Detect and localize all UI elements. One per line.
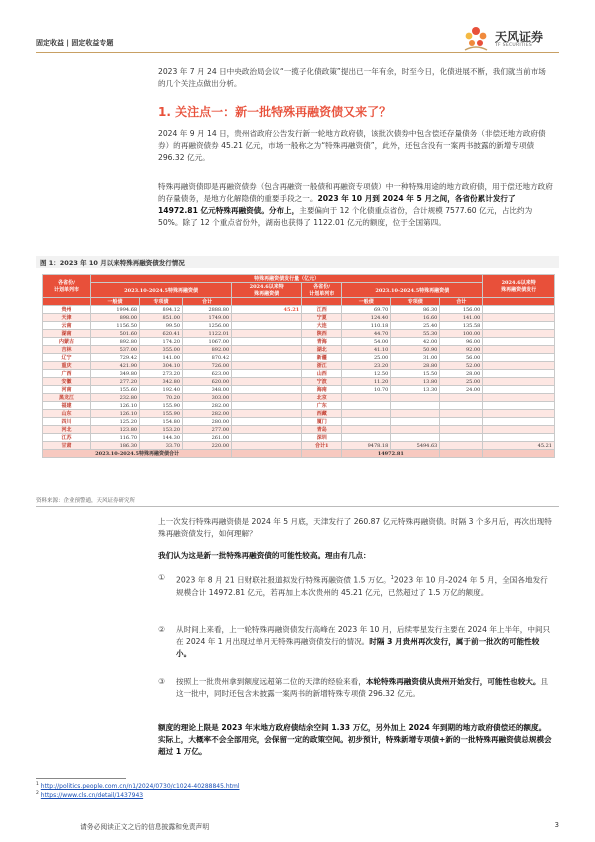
province-cell: 大连 — [302, 322, 342, 330]
value-cell: 124.40 — [342, 314, 391, 322]
province-cell: 广东 — [302, 402, 342, 410]
footnote-divider — [36, 778, 126, 779]
value-cell — [440, 418, 483, 426]
right-sub-special: 专项债 — [391, 298, 440, 306]
value-cell — [440, 434, 483, 442]
province-cell: 山东 — [43, 410, 91, 418]
table-row — [43, 314, 555, 322]
page-header — [36, 30, 559, 50]
value-cell: 2888.80 — [183, 306, 232, 314]
value-cell — [232, 378, 302, 386]
value-cell — [483, 370, 555, 378]
right-sub-total: 合计 — [440, 298, 483, 306]
footnote-link[interactable]: https://www.cls.cn/detail/1437943 — [40, 792, 144, 799]
footnote-2 — [36, 791, 143, 799]
value-cell: 1994.68 — [91, 306, 140, 314]
province-cell: 重庆 — [43, 362, 91, 370]
value-cell: 726.00 — [183, 362, 232, 370]
value-cell — [232, 322, 302, 330]
province-cell: 合计1 — [302, 442, 342, 450]
value-cell: 69.70 — [342, 306, 391, 314]
col-province-right-head: 各省份/ 计划单列市 — [302, 283, 342, 298]
value-cell: 192.40 — [140, 386, 183, 394]
value-cell — [232, 362, 302, 370]
value-cell: 892.00 — [183, 346, 232, 354]
value-cell: 42.00 — [391, 338, 440, 346]
sub-spacer — [302, 298, 342, 306]
value-cell — [483, 314, 555, 322]
value-cell — [483, 418, 555, 426]
province-cell: 福建 — [43, 402, 91, 410]
value-cell: 110.18 — [342, 322, 391, 330]
refinancing-bond-table — [42, 274, 555, 458]
value-cell — [440, 394, 483, 402]
sub-spacer — [483, 298, 555, 306]
table-row — [43, 434, 555, 442]
table-row — [43, 338, 555, 346]
value-cell — [440, 410, 483, 418]
paragraph-3: 上一次发行特殊再融资债是 2024 年 5 月底，天津发行了 260.87 亿元特殊再融资债。时隔 3 个多月后，再次出现特殊再融资债发行，如何理解？ — [158, 517, 552, 538]
value-cell: 303.00 — [183, 394, 232, 402]
footer-total: 14972.81 — [342, 450, 440, 458]
value-cell: 1067.00 — [183, 338, 232, 346]
value-cell: 282.00 — [183, 410, 232, 418]
value-cell: 155.90 — [140, 410, 183, 418]
table-row — [43, 322, 555, 330]
value-cell — [342, 426, 391, 434]
list-text: 2023 年 8 月 21 日财联社报道拟发行特殊再融资债 1.5 万亿。 — [176, 575, 391, 585]
table-row — [43, 346, 555, 354]
value-cell — [232, 330, 302, 338]
value-cell — [232, 394, 302, 402]
logo-subtitle: TF SECURITIES — [495, 43, 533, 48]
province-cell: 四川 — [43, 418, 91, 426]
value-cell: 282.00 — [183, 402, 232, 410]
value-cell — [483, 386, 555, 394]
value-cell: 501.60 — [91, 330, 140, 338]
paragraph-5: 额度的理论上限是 2023 年末地方政府债结余空间 1.33 万亿，另外加上 2024 年到期的地方政府债偿还的额度。实际上，大概率不会全部用完，会保留一定的政策空间。初步预计，特殊新增专项债+新的一批特殊再融资债总规模会超过 1 万亿。 — [158, 723, 552, 756]
value-cell — [483, 306, 555, 314]
value-cell — [232, 346, 302, 354]
value-cell: 1256.00 — [183, 322, 232, 330]
table-row — [43, 410, 555, 418]
value-cell — [440, 402, 483, 410]
value-cell: 11.20 — [342, 378, 391, 386]
value-cell: 100.00 — [440, 330, 483, 338]
value-cell — [391, 410, 440, 418]
value-cell — [342, 394, 391, 402]
source-note: 资料来源：企业预警通，天风证券研究所 — [36, 498, 136, 504]
page-number: 3 — [554, 821, 559, 829]
value-cell — [483, 330, 555, 338]
value-cell: 154.80 — [140, 418, 183, 426]
right-sub-general: 一般债 — [342, 298, 391, 306]
footnote-number: 1 — [36, 782, 39, 787]
value-cell: 851.00 — [140, 314, 183, 322]
province-cell: 吉林 — [43, 346, 91, 354]
left-sub-total: 合计 — [183, 298, 232, 306]
value-cell: 126.10 — [91, 410, 140, 418]
value-cell: 135.58 — [440, 322, 483, 330]
province-cell: 安徽 — [43, 378, 91, 386]
value-cell: 25.00 — [440, 378, 483, 386]
table-row — [43, 370, 555, 378]
value-cell: 25.40 — [391, 322, 440, 330]
footer-spacer — [232, 450, 302, 458]
value-cell: 123.80 — [91, 426, 140, 434]
footnote-link[interactable]: http://politics.people.com.cn/n1/2024/0730/c1024-40288845.html — [40, 783, 240, 790]
list-text: 从时间上来看，上一轮特殊再融资债发行高峰在 2023 年 10 月，后续零星发行主要在 2024 年上半年，中间只在 2024 年 1 月出现过单月无特殊再融资债发行的情况。 — [176, 625, 551, 646]
logo-name: 天风证券 — [495, 30, 544, 44]
province-cell: 厦门 — [302, 418, 342, 426]
list-text: 按照上一批贵州拿到额度远超第二位的天津的经验来看， — [176, 677, 366, 686]
province-cell: 深圳 — [302, 434, 342, 442]
list-item — [158, 572, 553, 599]
province-cell: 北京 — [302, 394, 342, 402]
paragraph-1: 2024 年 9 月 14 日，贵州省政府公告发行新一轮地方政府债，该批次债券中包含偿还存量债务（非偿还地方政府债券）的再融资债券 45.21 亿元，市场一般称之为“特殊再融资债”，此外，还包含没有一案两书披露的新增专项债 296.32 亿元。 — [158, 129, 546, 162]
footer-spacer — [302, 450, 342, 458]
province-cell: 西藏 — [302, 410, 342, 418]
table-row — [43, 442, 555, 450]
value-cell — [342, 418, 391, 426]
value-cell: 892.80 — [91, 338, 140, 346]
value-cell: 156.00 — [440, 306, 483, 314]
value-cell — [232, 314, 302, 322]
province-cell: 天津 — [43, 314, 91, 322]
province-cell: 云南 — [43, 322, 91, 330]
value-cell: 13.80 — [391, 378, 440, 386]
list-number: ① — [158, 573, 166, 582]
left-sub-general: 一般债 — [91, 298, 140, 306]
value-cell — [483, 434, 555, 442]
value-cell: 141.00 — [440, 314, 483, 322]
section-title: 1. 关注点一：新一批特殊再融资债又来了？ — [158, 105, 392, 119]
header-divider — [36, 52, 559, 53]
value-cell: 5494.63 — [391, 442, 440, 450]
value-cell: 70.20 — [140, 394, 183, 402]
list-bold-text: 时隔 3 月贵州再次发行，属于前一批次的可能性较小。 — [176, 637, 540, 658]
left-group-head: 2023.10-2024.5特殊再融资债 — [91, 283, 232, 298]
value-cell: 25.00 — [342, 354, 391, 362]
value-cell: 273.20 — [140, 370, 183, 378]
value-cell: 870.42 — [183, 354, 232, 362]
value-cell — [232, 354, 302, 362]
value-cell: 1749.00 — [183, 314, 232, 322]
value-cell: 537.00 — [91, 346, 140, 354]
table-row — [43, 386, 555, 394]
table-row — [43, 378, 555, 386]
value-cell: 55.30 — [391, 330, 440, 338]
value-cell — [483, 354, 555, 362]
list-item — [158, 676, 553, 700]
value-cell: 144.30 — [140, 434, 183, 442]
value-cell: 9478.18 — [342, 442, 391, 450]
value-cell — [391, 394, 440, 402]
value-cell: 277.00 — [183, 426, 232, 434]
value-cell: 16.60 — [391, 314, 440, 322]
value-cell: 99.50 — [140, 322, 183, 330]
value-cell — [342, 434, 391, 442]
value-cell: 620.41 — [140, 330, 183, 338]
value-cell — [232, 434, 302, 442]
value-cell — [232, 442, 302, 450]
footnote-ref[interactable]: 1 — [390, 575, 394, 581]
sub-spacer — [232, 298, 302, 306]
list-text: 且这一批中，同时还包含未披露一案两书的新增特殊专项债 296.32 亿元。 — [176, 677, 549, 698]
header-category: 固定收益 | 固定收益专题 — [36, 39, 114, 47]
province-cell: 甘肃 — [43, 442, 91, 450]
province-cell: 宁波 — [302, 378, 342, 386]
col-left-recent-head: 2024.6以来特 殊再融资债 — [232, 283, 302, 298]
value-cell: 186.30 — [91, 442, 140, 450]
province-cell: 青岛 — [302, 426, 342, 434]
value-cell: 15.50 — [391, 370, 440, 378]
list-bold-text: 本轮特殊再融资债从贵州开始发行，可能性也较大。 — [365, 677, 541, 686]
table-row — [43, 426, 555, 434]
value-cell: 355.00 — [140, 346, 183, 354]
value-cell: 342.80 — [140, 378, 183, 386]
value-cell: 41.10 — [342, 346, 391, 354]
value-cell — [483, 410, 555, 418]
value-cell: 125.20 — [91, 418, 140, 426]
table-row — [43, 330, 555, 338]
value-cell: 155.60 — [91, 386, 140, 394]
value-cell: 894.12 — [140, 306, 183, 314]
paragraph-2-bold: 2023 年 10 月到 2024 年 5 月之间，各省份累计发行了 14972.81 亿元特殊再融资债。分布上， — [158, 194, 516, 215]
group-header: 特殊再融资债发行量（亿元） — [91, 275, 483, 283]
value-cell — [391, 426, 440, 434]
value-cell — [232, 426, 302, 434]
value-cell: 33.70 — [140, 442, 183, 450]
value-cell: 729.42 — [91, 354, 140, 362]
province-cell: 青海 — [302, 338, 342, 346]
value-cell — [440, 426, 483, 434]
list-text: 2023 年 10 月-2024 年 5 月，全国各地发行规模合计 14972.81 亿元，若再加上本次贵州的 45.21 亿元，已然超过了 1.5 万亿的额度。 — [176, 575, 548, 597]
value-cell: 10.70 — [342, 386, 391, 394]
value-cell: 620.00 — [183, 378, 232, 386]
value-cell: 56.00 — [440, 354, 483, 362]
paragraph-4: 我们认为这是新一批特殊再融资债的可能性较高。理由有几点： — [158, 551, 371, 560]
value-cell: 898.00 — [91, 314, 140, 322]
value-cell: 54.00 — [342, 338, 391, 346]
company-logo — [459, 22, 559, 56]
province-cell: 江西 — [302, 306, 342, 314]
province-cell: 湖南 — [43, 330, 91, 338]
province-cell: 新疆 — [302, 354, 342, 362]
value-cell: 28.00 — [440, 370, 483, 378]
value-cell: 96.00 — [440, 338, 483, 346]
province-cell: 浙江 — [302, 362, 342, 370]
value-cell: 50.90 — [391, 346, 440, 354]
list-number: ② — [158, 625, 166, 634]
paragraph-2-text-b: 主要偏向于 12 个化债重点省份，合计规模 7577.60 亿元，占比约为 50%。除了 12 个重点省份外，湖南也获得了 1122.01 亿元的额度，位于全国第四。 — [158, 206, 533, 227]
value-cell — [483, 426, 555, 434]
value-cell: 261.00 — [183, 434, 232, 442]
value-cell: 116.70 — [91, 434, 140, 442]
value-cell: 23.20 — [342, 362, 391, 370]
value-cell — [232, 410, 302, 418]
province-cell: 江苏 — [43, 434, 91, 442]
value-cell — [483, 402, 555, 410]
province-cell: 内蒙古 — [43, 338, 91, 346]
footer-label: 2023.10-2024.5特殊再融资债合计 — [43, 450, 232, 458]
value-cell — [391, 434, 440, 442]
province-cell: 贵州 — [43, 306, 91, 314]
value-cell — [232, 370, 302, 378]
value-cell — [483, 322, 555, 330]
value-cell — [483, 338, 555, 346]
value-cell — [232, 402, 302, 410]
value-cell: 280.00 — [183, 418, 232, 426]
paragraph-2 — [158, 181, 553, 229]
footer-spacer — [440, 450, 483, 458]
value-cell — [391, 402, 440, 410]
value-cell — [342, 402, 391, 410]
table-row — [43, 306, 555, 314]
table-row — [43, 354, 555, 362]
province-cell: 黑龙江 — [43, 394, 91, 402]
figure-divider — [36, 506, 559, 507]
province-cell: 陕西 — [302, 330, 342, 338]
left-sub-special: 专项债 — [140, 298, 183, 306]
value-cell: 421.90 — [91, 362, 140, 370]
col-right-recent-head: 2024.6以来特 殊再融资债发行 — [483, 275, 555, 298]
value-cell — [391, 418, 440, 426]
province-cell: 河北 — [43, 426, 91, 434]
province-cell: 山西 — [302, 370, 342, 378]
value-cell: 174.20 — [140, 338, 183, 346]
footnote-number: 2 — [36, 791, 39, 796]
province-cell: 湖北 — [302, 346, 342, 354]
value-cell: 12.50 — [342, 370, 391, 378]
value-cell: 220.00 — [183, 442, 232, 450]
value-cell — [483, 394, 555, 402]
value-cell — [342, 410, 391, 418]
table-row — [43, 418, 555, 426]
province-cell: 河南 — [43, 386, 91, 394]
table-body — [43, 306, 555, 450]
value-cell: 45.21 — [232, 306, 302, 314]
value-cell — [232, 418, 302, 426]
value-cell: 28.80 — [391, 362, 440, 370]
value-cell: 1156.50 — [91, 322, 140, 330]
value-cell: 52.00 — [440, 362, 483, 370]
list-item — [158, 624, 553, 660]
value-cell: 277.20 — [91, 378, 140, 386]
value-cell: 232.80 — [91, 394, 140, 402]
province-cell: 辽宁 — [43, 354, 91, 362]
value-cell: 45.21 — [483, 442, 555, 450]
figure-caption: 图 1：2023 年 10 月以来特殊再融资债发行情况 — [36, 256, 559, 268]
province-cell: 海南 — [302, 386, 342, 394]
value-cell: 155.90 — [140, 402, 183, 410]
footer-spacer — [483, 450, 555, 458]
footnote-1 — [36, 782, 240, 790]
value-cell: 44.70 — [342, 330, 391, 338]
province-cell: 广西 — [43, 370, 91, 378]
value-cell: 24.00 — [440, 386, 483, 394]
list-number: ③ — [158, 677, 166, 686]
disclaimer-footer: 请务必阅读正文之后的信息披露和免责声明 — [80, 823, 210, 831]
value-cell: 141.00 — [140, 354, 183, 362]
value-cell: 623.00 — [183, 370, 232, 378]
intro-paragraph: 2023 年 7 月 24 日中央政治局会议“一揽子化债政策”提出已一年有余，时至今日，化债进展不断，我们就当前市场的几个关注点做出分析。 — [158, 67, 546, 88]
sub-spacer — [43, 298, 91, 306]
value-cell: 1122.01 — [183, 330, 232, 338]
value-cell — [440, 442, 483, 450]
paragraph-2-text-a: 特殊再融资债即是再融资债券（包含再融资一般债和再融资专项债）中一种特殊用途的地方政府债，用于偿还地方政府的存量债务，是地方化解隐债的重要手段之一。 — [158, 182, 553, 203]
value-cell: 153.20 — [140, 426, 183, 434]
province-cell: 宁夏 — [302, 314, 342, 322]
value-cell: 31.00 — [391, 354, 440, 362]
value-cell — [483, 378, 555, 386]
value-cell: 126.10 — [91, 402, 140, 410]
table-row — [43, 362, 555, 370]
value-cell: 86.30 — [391, 306, 440, 314]
right-group-head: 2023.10-2024.5特殊再融资债 — [342, 283, 483, 298]
value-cell — [483, 346, 555, 354]
value-cell: 348.00 — [183, 386, 232, 394]
value-cell: 13.30 — [391, 386, 440, 394]
col-province-head: 各省份/ 计划单列市 — [43, 275, 91, 298]
value-cell: 349.80 — [91, 370, 140, 378]
value-cell: 304.10 — [140, 362, 183, 370]
value-cell — [232, 338, 302, 346]
tf-logo-icon — [459, 22, 493, 56]
table-row — [43, 402, 555, 410]
value-cell — [483, 362, 555, 370]
value-cell: 92.00 — [440, 346, 483, 354]
table-row — [43, 394, 555, 402]
value-cell — [232, 386, 302, 394]
